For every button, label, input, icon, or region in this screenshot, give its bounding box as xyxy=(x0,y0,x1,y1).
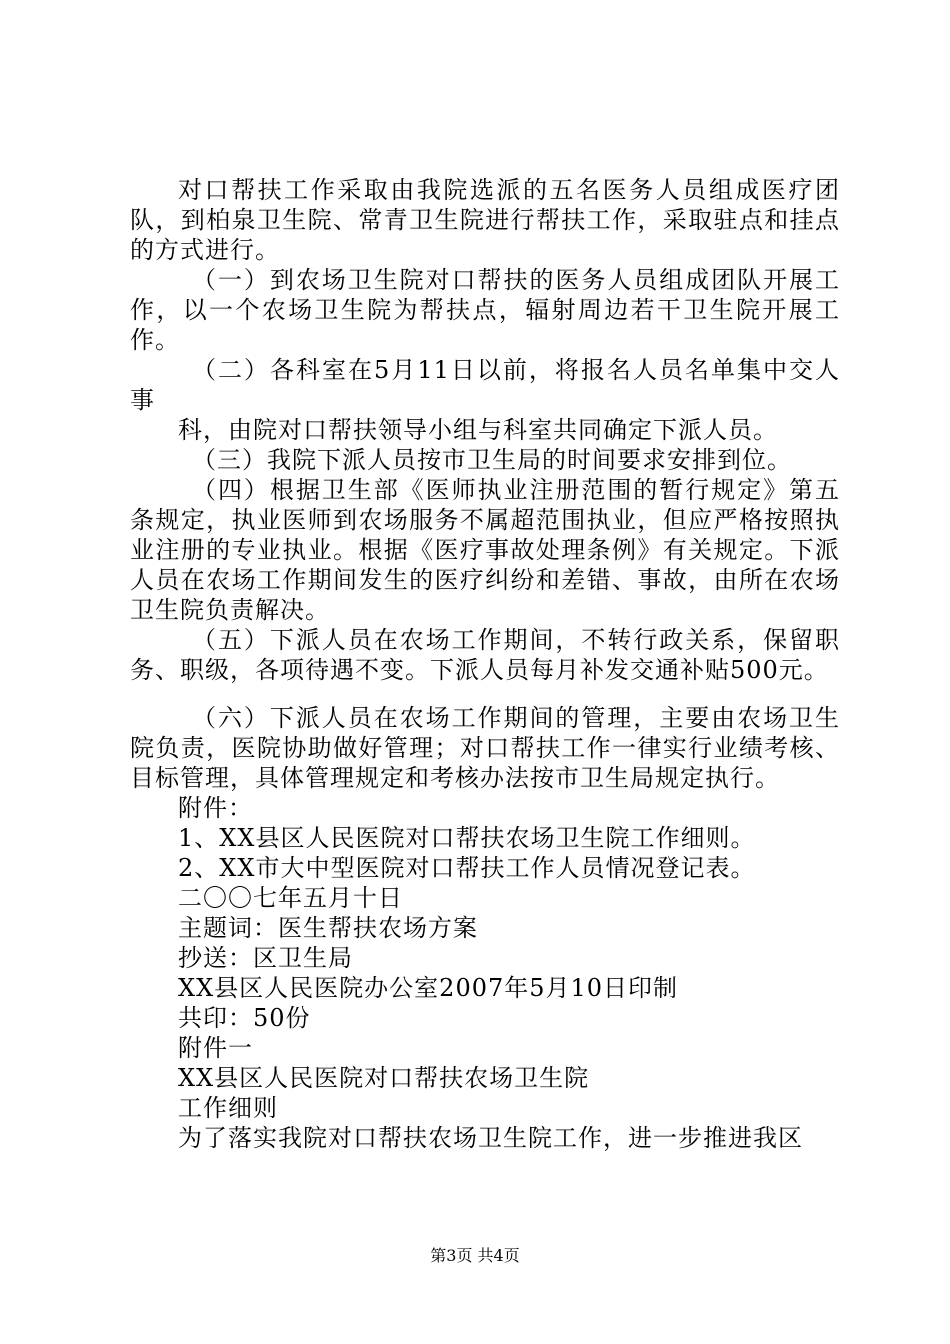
paragraph-item-4: （四）根据卫生部《医师执业注册范围的暂行规定》第五条规定，执业医师到农场服务不属超范围执业，但应严格按照执业注册的专业执业。根据《医疗事故处理条例》有关规定。下派人员在农场工作期间发生的医疗纠纷和差错、事故，由所在农场卫生院负责解决。 xyxy=(130,476,840,624)
paragraph-item-5: （五）下派人员在农场工作期间，不转行政关系，保留职务、职级，各项待遇不变。下派人员每月补发交通补贴500元。 xyxy=(130,626,840,684)
attachment-item-2: 2、XX市大中型医院对口帮扶工作人员情况登记表。 xyxy=(178,854,756,882)
paragraph-item-1: （一）到农场卫生院对口帮扶的医务人员组成团队开展工作，以一个农场卫生院为帮扶点，辐射周边若干卫生院开展工作。 xyxy=(130,266,840,354)
attachments-heading: 附件： xyxy=(178,794,253,822)
print-office-line: XX县区人民医院办公室2007年5月10日印制 xyxy=(178,974,679,1002)
document-body xyxy=(130,175,840,1153)
document-date: 二〇〇七年五月十日 xyxy=(178,884,403,912)
paragraph-item-6: （六）下派人员在农场工作期间的管理，主要由农场卫生院负责，医院协助做好管理；对口帮扶工作一律实行业绩考核、目标管理，具体管理规定和考核办法按市卫生局规定执行。 xyxy=(130,704,840,792)
appendix-title: XX县区人民医院对口帮扶农场卫生院 xyxy=(178,1064,590,1092)
subject-keywords: 主题词：医生帮扶农场方案 xyxy=(178,914,478,942)
appendix-subtitle: 工作细则 xyxy=(178,1094,278,1122)
paragraph-item-2: （二）各科室在5月11日以前，将报名人员名单集中交人事 xyxy=(130,356,840,414)
cc-recipient: 抄送：区卫生局 xyxy=(178,944,353,972)
page-number-footer: 第3页 共4页 xyxy=(430,1246,520,1265)
paragraph-item-2-continued: 科，由院对口帮扶领导小组与科室共同确定下派人员。 xyxy=(178,416,778,444)
appendix-first-line: 为了落实我院对口帮扶农场卫生院工作，进一步推进我区 xyxy=(178,1124,803,1152)
attachment-item-1: 1、XX县区人民医院对口帮扶农场卫生院工作细则。 xyxy=(178,824,756,852)
appendix-label: 附件一 xyxy=(178,1034,253,1062)
paragraph-intro: 对口帮扶工作采取由我院选派的五名医务人员组成医疗团队，到柏泉卫生院、常青卫生院进行帮扶工作，采取驻点和挂点的方式进行。 xyxy=(130,176,840,264)
print-count: 共印：50份 xyxy=(178,1004,311,1032)
paragraph-item-3: （三）我院下派人员按市卫生局的时间要求安排到位。 xyxy=(192,446,792,474)
